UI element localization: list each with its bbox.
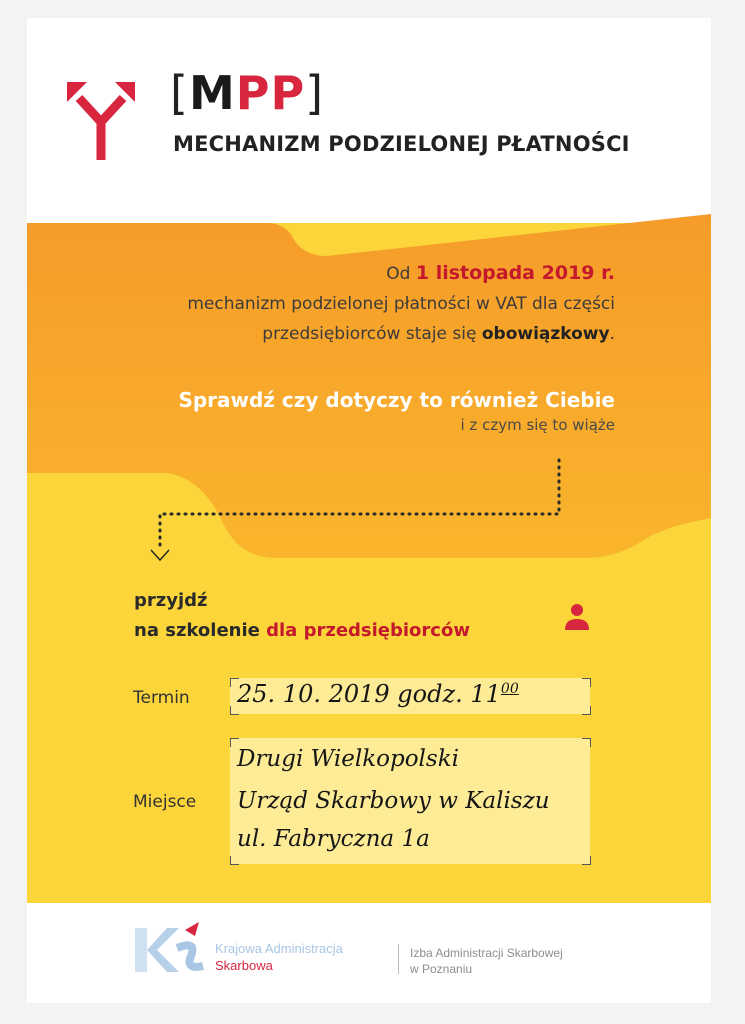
intro-date: 1 listopada 2019 r. bbox=[415, 262, 615, 284]
place-label: Miejsce bbox=[133, 792, 197, 812]
intro-line2: mechanizm podzielonej płatności w VAT dla części bbox=[187, 294, 615, 314]
intro-mandatory: obowiązkowy bbox=[481, 324, 610, 344]
brand-bracket-close: ] bbox=[305, 66, 325, 120]
footer-chamber-line2: w Poznaniu bbox=[410, 962, 473, 976]
footer-divider bbox=[398, 944, 399, 974]
invite-line2-prefix: na szkolenie bbox=[134, 620, 267, 641]
term-minutes: 00 bbox=[500, 681, 519, 697]
person-icon bbox=[564, 602, 590, 632]
footer-org-line2: Skarbowa bbox=[215, 958, 273, 973]
place-line1: Drugi Wielkopolski bbox=[237, 746, 460, 772]
place-line3: ul. Fabryczna 1a bbox=[237, 826, 430, 852]
footer-chamber-line1: Izba Administracji Skarbowej bbox=[410, 946, 563, 960]
footer-org-line1: Krajowa Administracja bbox=[215, 941, 343, 956]
place-line2: Urząd Skarbowy w Kaliszu bbox=[237, 788, 550, 814]
intro-line3-prefix: przedsiębiorców staje się bbox=[262, 324, 482, 344]
term-label: Termin bbox=[133, 688, 190, 708]
term-date-time: 25. 10. 2019 godz. 11 bbox=[237, 680, 501, 708]
brand-pp: PP bbox=[235, 66, 306, 120]
intro-text bbox=[55, 258, 615, 349]
brand-subtitle: MECHANIZM PODZIELONEJ PŁATNOŚCI bbox=[173, 132, 630, 156]
brand-bracket-open: [ bbox=[170, 66, 189, 120]
poster-page bbox=[27, 18, 711, 1003]
invite-line1: przyjdź bbox=[134, 590, 208, 611]
check-subtitle: i z czym się to wiąże bbox=[460, 416, 615, 434]
brand-logo bbox=[170, 66, 325, 120]
brand-m: M bbox=[188, 66, 236, 120]
invite-text bbox=[134, 586, 470, 646]
intro-prefix: Od bbox=[386, 264, 416, 284]
check-title: Sprawdź czy dotyczy to również Ciebie bbox=[178, 388, 615, 412]
intro-line3-suffix: . bbox=[609, 324, 615, 344]
kas-logo-icon bbox=[131, 920, 211, 978]
invite-audience: dla przedsiębiorców bbox=[266, 620, 470, 641]
term-value bbox=[237, 680, 519, 708]
split-arrow-logo-icon bbox=[65, 76, 137, 160]
